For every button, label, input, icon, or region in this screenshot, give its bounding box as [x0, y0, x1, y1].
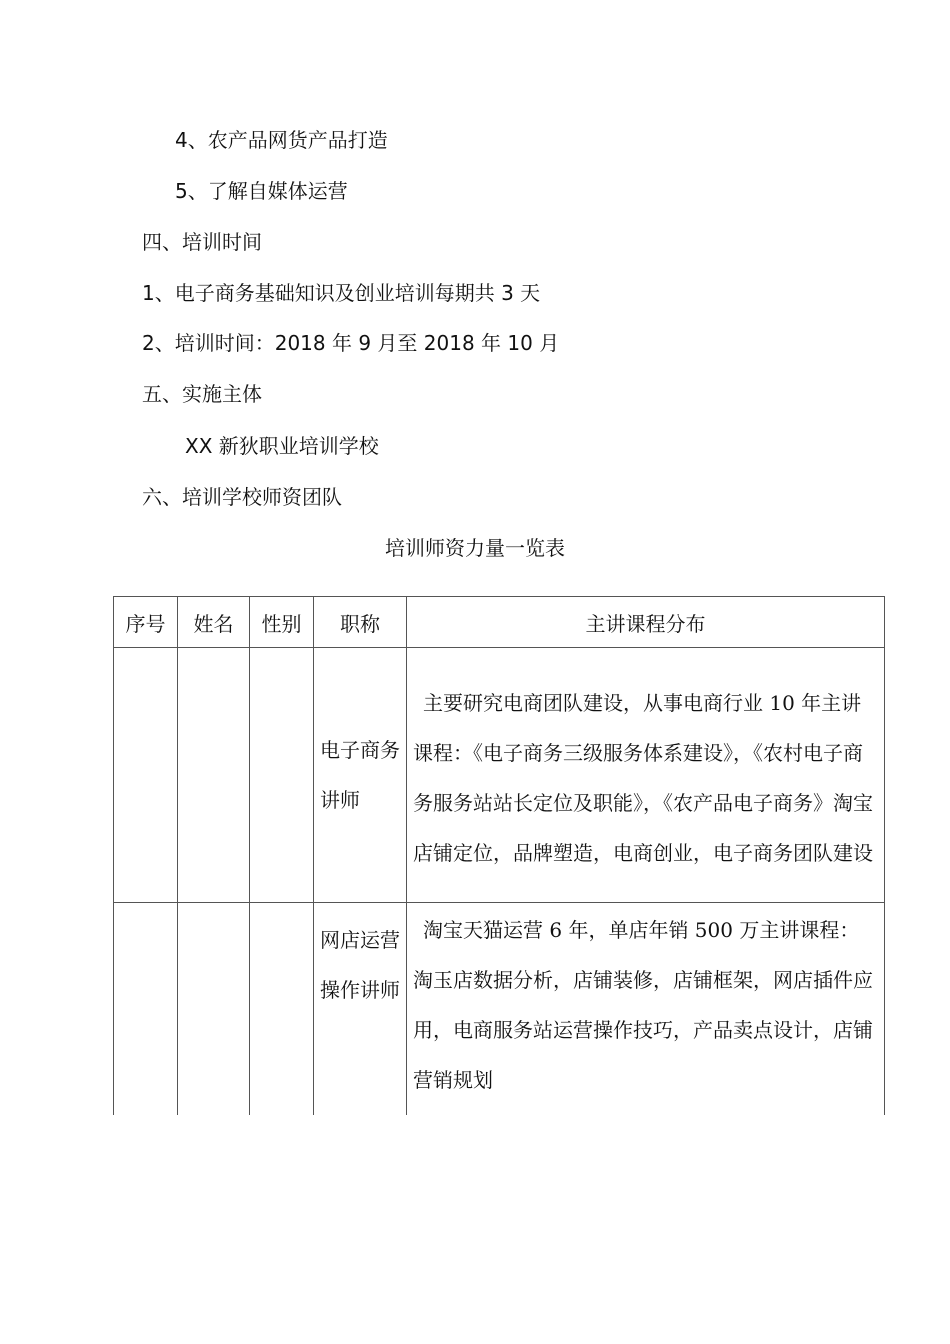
cell-name: [178, 903, 250, 1116]
header-gender: 性别: [250, 597, 314, 648]
cell-gender: [250, 903, 314, 1116]
cell-title: 网店运营操作讲师: [314, 903, 407, 1116]
school-name: XX 新狄职业培训学校: [185, 434, 379, 458]
table-header-row: [114, 597, 885, 648]
header-no: 序号: [114, 597, 178, 648]
table-row: [114, 648, 885, 903]
training-duration: 1、电子商务基础知识及创业培训每期共 3 天: [142, 281, 541, 305]
cell-name: [178, 648, 250, 903]
cell-no: [114, 648, 178, 903]
table-row: [114, 903, 885, 1116]
list-item-5: 5、了解自媒体运营: [175, 179, 348, 203]
cell-title: 电子商务讲师: [314, 648, 407, 903]
section-heading-teaching-staff: 六、培训学校师资团队: [142, 485, 342, 509]
cell-courses: 主要研究电商团队建设，从事电商行业 10 年主讲课程：《电子商务三级服务体系建设》，《农村电子商务服务站站长定位及职能》，《农产品电子商务》淘宝店铺定位，品牌塑造，电商创业，电子商务团队建设: [407, 648, 885, 903]
section-heading-implementer: 五、实施主体: [142, 382, 262, 406]
header-courses: 主讲课程分布: [407, 597, 885, 648]
cell-gender: [250, 648, 314, 903]
header-title: 职称: [314, 597, 407, 648]
cell-courses: 淘宝天猫运营 6 年，单店年销 500 万主讲课程：淘玉店数据分析，店铺装修，店铺框架，网店插件应用，电商服务站运营操作技巧，产品卖点设计，店铺营销规划: [407, 903, 885, 1116]
list-item-4: 4、农产品网货产品打造: [175, 128, 388, 152]
header-name: 姓名: [178, 597, 250, 648]
table-title: 培训师资力量一览表: [385, 536, 565, 560]
cell-no: [114, 903, 178, 1116]
section-heading-training-time: 四、培训时间: [142, 230, 262, 254]
training-period: 2、培训时间：2018 年 9 月至 2018 年 10 月: [142, 331, 560, 355]
staff-table: [113, 596, 885, 1115]
